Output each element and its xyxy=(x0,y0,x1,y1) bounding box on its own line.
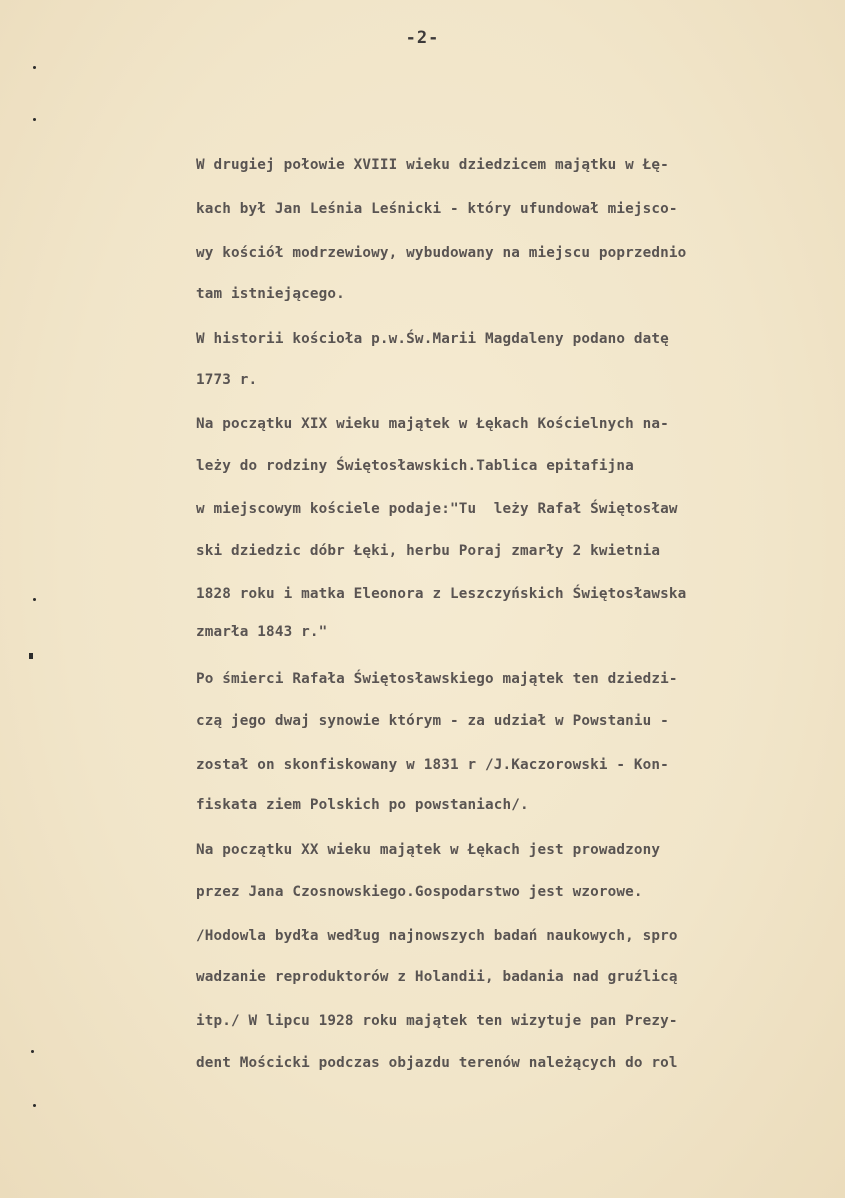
text-line: leży do rodziny Świętosławskich.Tablica epitafijna xyxy=(196,458,634,474)
text-line: 1828 roku i matka Eleonora z Leszczyńskich Świętosławska xyxy=(196,586,687,602)
text-line: Po śmierci Rafała Świętosławskiego majątek ten dziedzi- xyxy=(196,671,678,687)
margin-mark xyxy=(33,598,36,601)
text-line: /Hodowla bydła według najnowszych badań naukowych, spro xyxy=(196,928,678,944)
text-line: fiskata ziem Polskich po powstaniach/. xyxy=(196,797,529,813)
margin-mark xyxy=(33,118,36,121)
text-line: itp./ W lipcu 1928 roku majątek ten wizytuje pan Prezy- xyxy=(196,1013,678,1029)
text-line: kach był Jan Leśnia Leśnicki - który ufundował miejsco- xyxy=(196,201,678,217)
text-line: zmarła 1843 r." xyxy=(196,624,328,640)
text-line: został on skonfiskowany w 1831 r /J.Kaczorowski - Kon- xyxy=(196,757,669,773)
text-line: W historii kościoła p.w.Św.Marii Magdaleny podano datę xyxy=(196,331,669,347)
text-line: ski dziedzic dóbr Łęki, herbu Poraj zmarły 2 kwietnia xyxy=(196,543,661,559)
text-line: W drugiej połowie XVIII wieku dziedzicem majątku w Łę- xyxy=(196,157,669,173)
margin-mark xyxy=(29,653,33,659)
page-number: -2- xyxy=(405,28,440,48)
text-line: czą jego dwaj synowie którym - za udział w Powstaniu - xyxy=(196,713,669,729)
margin-mark xyxy=(33,1104,36,1107)
margin-mark xyxy=(33,66,36,69)
margin-mark xyxy=(31,1050,34,1053)
text-line: dent Mościcki podczas objazdu terenów należących do rol xyxy=(196,1055,678,1071)
text-line: Na początku XX wieku majątek w Łękach jest prowadzony xyxy=(196,842,661,858)
text-line: Na początku XIX wieku majątek w Łękach Kościelnych na- xyxy=(196,416,669,432)
text-line: wy kościół modrzewiowy, wybudowany na miejscu poprzednio xyxy=(196,245,687,261)
text-line: w miejscowym kościele podaje:"Tu leży Rafał Świętosław xyxy=(196,501,678,517)
text-line: tam istniejącego. xyxy=(196,286,345,302)
text-line: przez Jana Czosnowskiego.Gospodarstwo jest wzorowe. xyxy=(196,884,643,900)
text-line: 1773 r. xyxy=(196,372,258,388)
text-line: wadzanie reproduktorów z Holandii, badania nad gruźlicą xyxy=(196,969,678,985)
